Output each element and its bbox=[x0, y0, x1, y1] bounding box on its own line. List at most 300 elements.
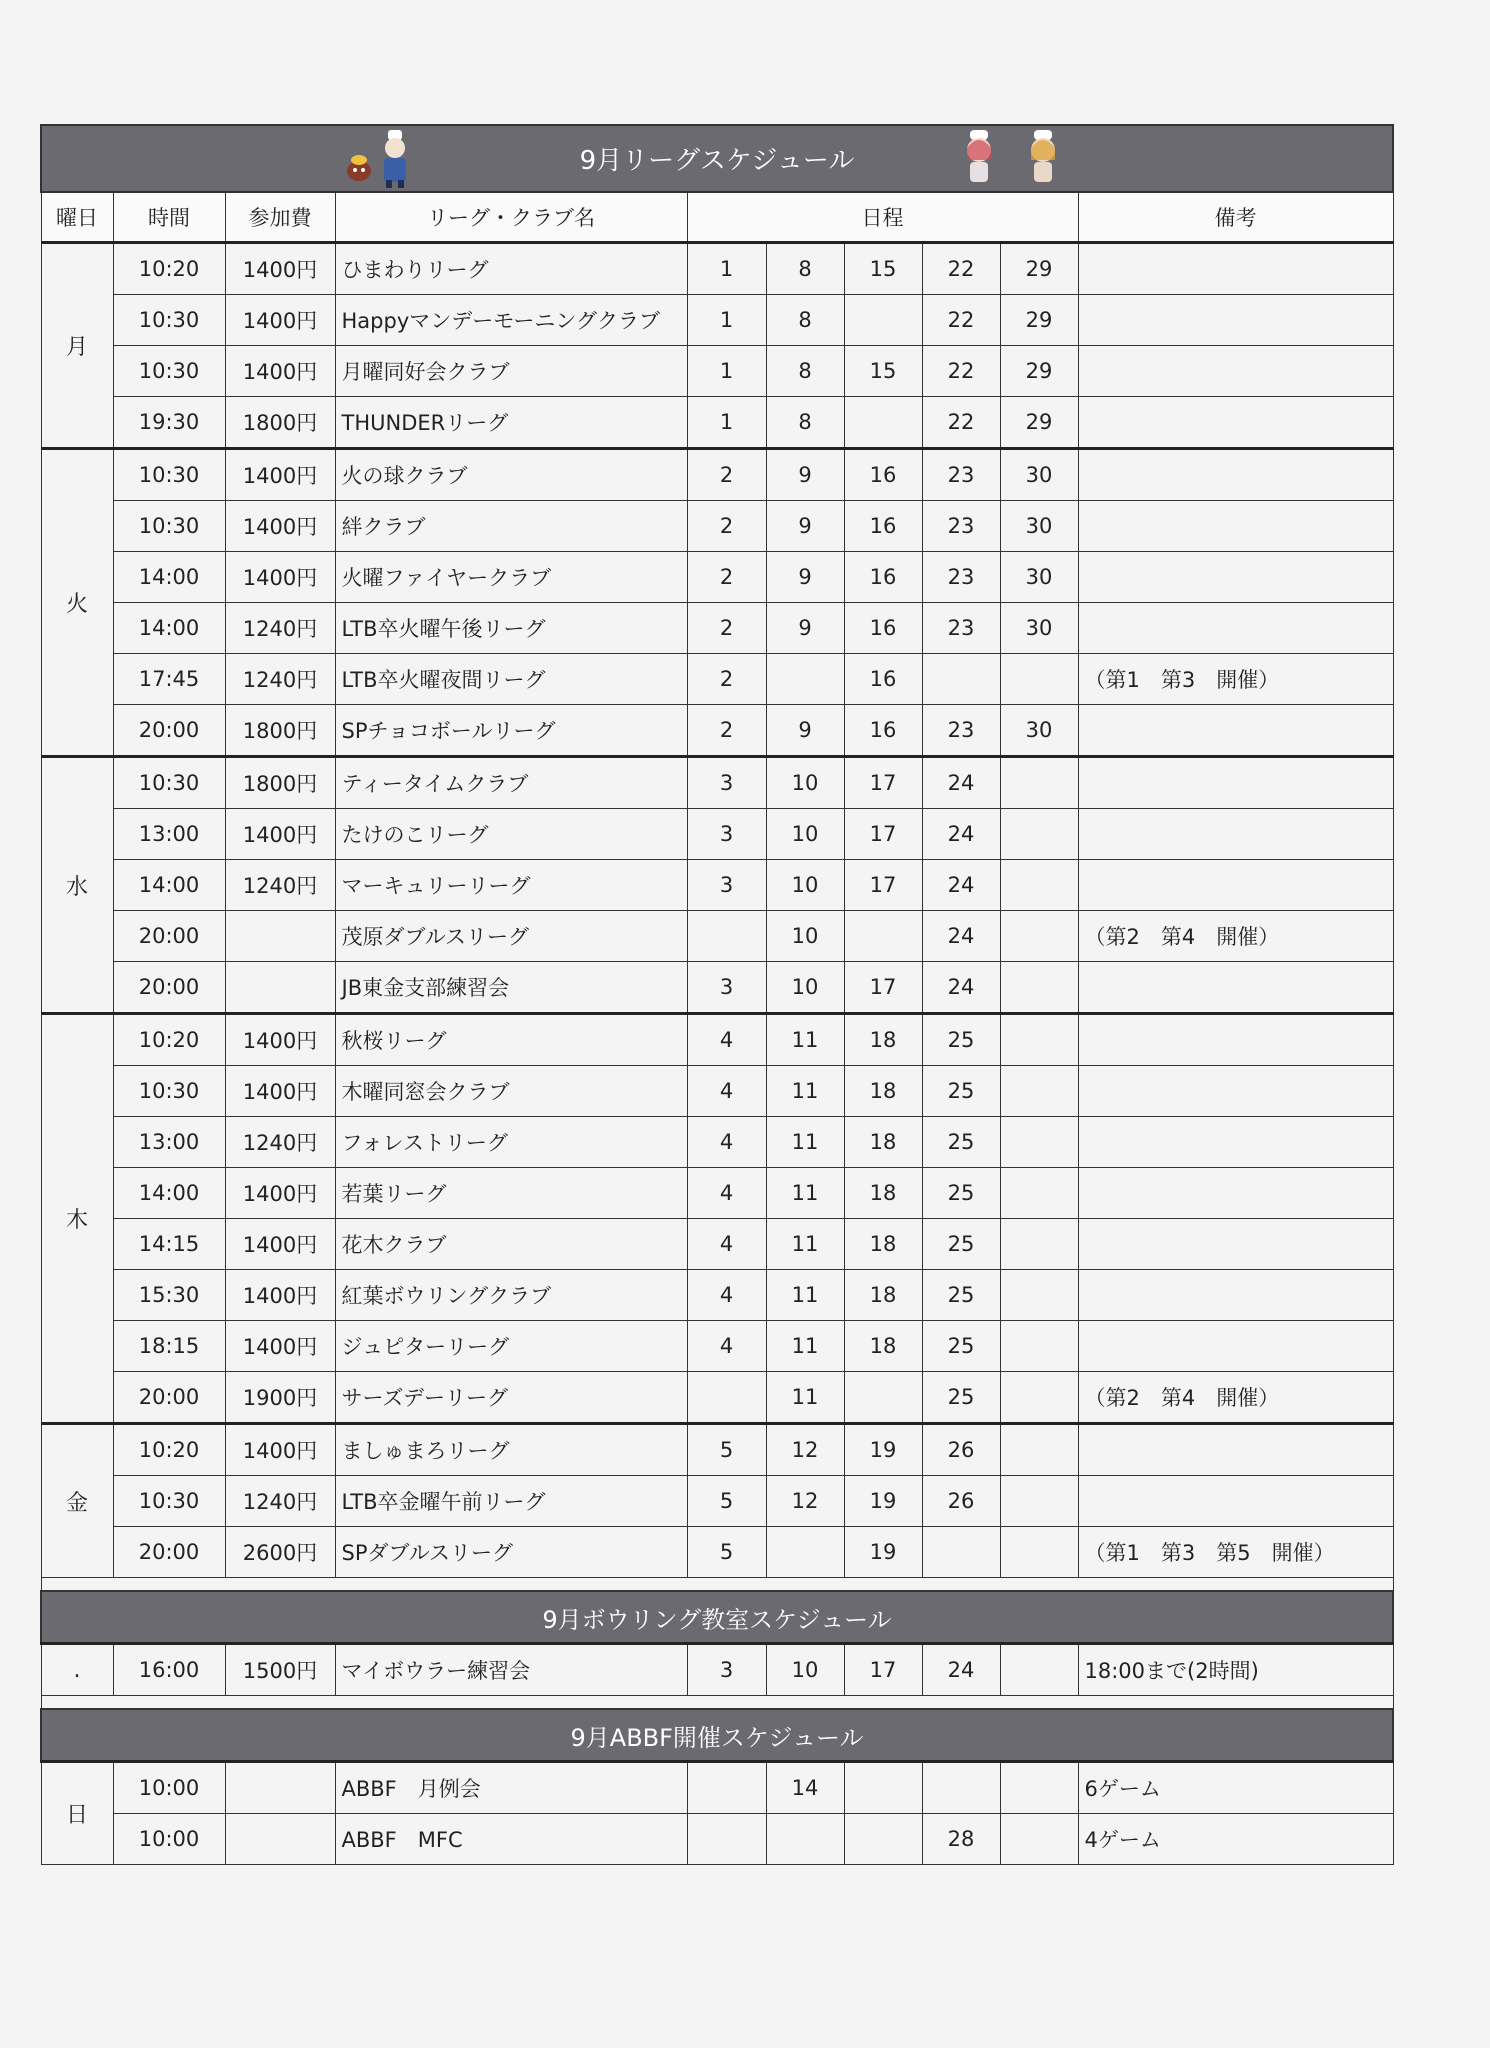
date-cell bbox=[1000, 1762, 1078, 1814]
date-cell: 22 bbox=[922, 243, 1000, 295]
league-name-cell: ましゅまろリーグ bbox=[335, 1424, 687, 1476]
league-name-cell: マーキュリーリーグ bbox=[335, 860, 687, 911]
league-name-cell: LTB卒火曜午後リーグ bbox=[335, 603, 687, 654]
date-cell bbox=[1000, 1117, 1078, 1168]
time-cell: 19:30 bbox=[113, 397, 225, 449]
note-cell: 18:00まで(2時間) bbox=[1078, 1644, 1393, 1696]
table-row bbox=[41, 1321, 1393, 1372]
league-name-cell: LTB卒火曜夜間リーグ bbox=[335, 654, 687, 705]
note-cell bbox=[1078, 1270, 1393, 1321]
date-cell bbox=[687, 1762, 766, 1814]
time-cell: 10:20 bbox=[113, 1014, 225, 1066]
date-cell: 26 bbox=[922, 1476, 1000, 1527]
date-cell bbox=[1000, 1168, 1078, 1219]
date-cell: 11 bbox=[766, 1066, 844, 1117]
date-cell bbox=[844, 911, 922, 962]
league-name-cell: 花木クラブ bbox=[335, 1219, 687, 1270]
date-cell: 9 bbox=[766, 705, 844, 757]
date-cell: 2 bbox=[687, 705, 766, 757]
header-fee: 参加費 bbox=[225, 192, 335, 243]
league-name-cell: JB東金支部練習会 bbox=[335, 962, 687, 1014]
date-cell: 9 bbox=[766, 501, 844, 552]
date-cell: 25 bbox=[922, 1117, 1000, 1168]
fee-cell: 1400円 bbox=[225, 1014, 335, 1066]
date-cell: 11 bbox=[766, 1321, 844, 1372]
mascot-bowler-blue-icon bbox=[378, 130, 412, 188]
league-name-cell: 木曜同窓会クラブ bbox=[335, 1066, 687, 1117]
date-cell: 1 bbox=[687, 397, 766, 449]
date-cell: 24 bbox=[922, 809, 1000, 860]
date-cell: 4 bbox=[687, 1270, 766, 1321]
note-cell bbox=[1078, 1066, 1393, 1117]
date-cell bbox=[1000, 1014, 1078, 1066]
fee-cell: 1400円 bbox=[225, 501, 335, 552]
date-cell bbox=[1000, 1644, 1078, 1696]
table-row bbox=[41, 346, 1393, 397]
time-cell: 13:00 bbox=[113, 1117, 225, 1168]
lesson-title: 9月ボウリング教室スケジュール bbox=[41, 1591, 1393, 1644]
fee-cell: 1400円 bbox=[225, 1424, 335, 1476]
table-row bbox=[41, 1644, 1393, 1696]
league-name-cell: 月曜同好会クラブ bbox=[335, 346, 687, 397]
header-name: リーグ・クラブ名 bbox=[335, 192, 687, 243]
note-cell bbox=[1078, 962, 1393, 1014]
date-cell: 25 bbox=[922, 1219, 1000, 1270]
date-cell bbox=[1000, 1066, 1078, 1117]
date-cell: 10 bbox=[766, 860, 844, 911]
date-cell: 25 bbox=[922, 1270, 1000, 1321]
date-cell bbox=[1000, 962, 1078, 1014]
weekday-cell: 月 bbox=[41, 243, 113, 449]
table-row bbox=[41, 397, 1393, 449]
time-cell: 10:30 bbox=[113, 346, 225, 397]
date-cell: 8 bbox=[766, 346, 844, 397]
note-cell bbox=[1078, 449, 1393, 501]
date-cell: 17 bbox=[844, 1644, 922, 1696]
league-name-cell: LTB卒金曜午前リーグ bbox=[335, 1476, 687, 1527]
date-cell bbox=[1000, 654, 1078, 705]
date-cell: 3 bbox=[687, 1644, 766, 1696]
date-cell: 25 bbox=[922, 1066, 1000, 1117]
date-cell bbox=[1000, 1476, 1078, 1527]
header-schedule: 日程 bbox=[687, 192, 1078, 243]
date-cell: 23 bbox=[922, 603, 1000, 654]
time-cell: 20:00 bbox=[113, 911, 225, 962]
time-cell: 18:15 bbox=[113, 1321, 225, 1372]
date-cell: 16 bbox=[844, 603, 922, 654]
table-row bbox=[41, 705, 1393, 757]
fee-cell: 1400円 bbox=[225, 809, 335, 860]
date-cell: 1 bbox=[687, 346, 766, 397]
league-name-cell: ABBF 月例会 bbox=[335, 1762, 687, 1814]
date-cell: 2 bbox=[687, 603, 766, 654]
date-cell: 29 bbox=[1000, 243, 1078, 295]
note-cell: （第1 第3 第5 開催） bbox=[1078, 1527, 1393, 1578]
time-cell: 14:15 bbox=[113, 1219, 225, 1270]
date-cell: 8 bbox=[766, 243, 844, 295]
date-cell bbox=[766, 654, 844, 705]
note-cell bbox=[1078, 346, 1393, 397]
mascot-girl-pink-icon bbox=[962, 130, 996, 188]
date-cell: 16 bbox=[844, 654, 922, 705]
table-row bbox=[41, 603, 1393, 654]
date-cell bbox=[1000, 757, 1078, 809]
date-cell: 23 bbox=[922, 552, 1000, 603]
date-cell bbox=[844, 1762, 922, 1814]
date-cell: 24 bbox=[922, 911, 1000, 962]
date-cell: 8 bbox=[766, 397, 844, 449]
date-cell: 18 bbox=[844, 1321, 922, 1372]
date-cell: 10 bbox=[766, 911, 844, 962]
date-cell: 18 bbox=[844, 1066, 922, 1117]
time-cell: 20:00 bbox=[113, 962, 225, 1014]
date-cell: 9 bbox=[766, 449, 844, 501]
league-name-cell: ひまわりリーグ bbox=[335, 243, 687, 295]
fee-cell: 1240円 bbox=[225, 1117, 335, 1168]
note-cell bbox=[1078, 501, 1393, 552]
league-name-cell: 火曜ファイヤークラブ bbox=[335, 552, 687, 603]
note-cell bbox=[1078, 860, 1393, 911]
date-cell: 30 bbox=[1000, 603, 1078, 654]
date-cell bbox=[1000, 860, 1078, 911]
fee-cell: 1400円 bbox=[225, 1219, 335, 1270]
time-cell: 10:30 bbox=[113, 1476, 225, 1527]
date-cell: 25 bbox=[922, 1372, 1000, 1424]
date-cell bbox=[1000, 809, 1078, 860]
spacer-cell bbox=[41, 1578, 1393, 1592]
date-cell: 3 bbox=[687, 962, 766, 1014]
league-name-cell: SPチョコボールリーグ bbox=[335, 705, 687, 757]
note-cell bbox=[1078, 295, 1393, 346]
date-cell: 19 bbox=[844, 1424, 922, 1476]
date-cell: 11 bbox=[766, 1014, 844, 1066]
time-cell: 20:00 bbox=[113, 1372, 225, 1424]
note-cell: 4ゲーム bbox=[1078, 1814, 1393, 1865]
table-row bbox=[41, 1372, 1393, 1424]
table-row bbox=[41, 1117, 1393, 1168]
date-cell: 28 bbox=[922, 1814, 1000, 1865]
weekday-cell: . bbox=[41, 1644, 113, 1696]
note-cell: （第1 第3 開催） bbox=[1078, 654, 1393, 705]
date-cell: 3 bbox=[687, 809, 766, 860]
date-cell: 23 bbox=[922, 449, 1000, 501]
date-cell: 19 bbox=[844, 1476, 922, 1527]
schedule-sheet bbox=[40, 124, 1392, 1865]
time-cell: 10:30 bbox=[113, 295, 225, 346]
time-cell: 10:00 bbox=[113, 1762, 225, 1814]
page-title: 9月リーグスケジュール bbox=[579, 146, 855, 176]
abbf-title: 9月ABBF開催スケジュール bbox=[41, 1709, 1393, 1762]
date-cell: 8 bbox=[766, 295, 844, 346]
schedule-table bbox=[40, 124, 1394, 1865]
date-cell: 9 bbox=[766, 603, 844, 654]
fee-cell: 1400円 bbox=[225, 295, 335, 346]
league-name-cell: 秋桜リーグ bbox=[335, 1014, 687, 1066]
time-cell: 20:00 bbox=[113, 1527, 225, 1578]
fee-cell: 1400円 bbox=[225, 1168, 335, 1219]
time-cell: 16:00 bbox=[113, 1644, 225, 1696]
fee-cell: 1500円 bbox=[225, 1644, 335, 1696]
note-cell bbox=[1078, 1219, 1393, 1270]
fee-cell: 1800円 bbox=[225, 757, 335, 809]
date-cell: 16 bbox=[844, 449, 922, 501]
date-cell: 3 bbox=[687, 757, 766, 809]
date-cell: 4 bbox=[687, 1117, 766, 1168]
lesson-body bbox=[41, 1578, 1393, 1696]
fee-cell: 1400円 bbox=[225, 1321, 335, 1372]
time-cell: 15:30 bbox=[113, 1270, 225, 1321]
header-weekday: 曜日 bbox=[41, 192, 113, 243]
spacer-cell bbox=[41, 1696, 1393, 1710]
date-cell: 30 bbox=[1000, 501, 1078, 552]
date-cell: 24 bbox=[922, 962, 1000, 1014]
note-cell: （第2 第4 開催） bbox=[1078, 911, 1393, 962]
time-cell: 20:00 bbox=[113, 705, 225, 757]
table-row bbox=[41, 1476, 1393, 1527]
title-banner bbox=[41, 125, 1393, 192]
date-cell bbox=[766, 1527, 844, 1578]
date-cell: 24 bbox=[922, 757, 1000, 809]
league-name-cell: Happyマンデーモーニングクラブ bbox=[335, 295, 687, 346]
league-name-cell: 若葉リーグ bbox=[335, 1168, 687, 1219]
fee-cell: 1400円 bbox=[225, 346, 335, 397]
date-cell: 11 bbox=[766, 1270, 844, 1321]
fee-cell: 1240円 bbox=[225, 603, 335, 654]
date-cell: 17 bbox=[844, 757, 922, 809]
date-cell bbox=[922, 1762, 1000, 1814]
date-cell bbox=[687, 911, 766, 962]
date-cell bbox=[1000, 1219, 1078, 1270]
table-row bbox=[41, 1527, 1393, 1578]
fee-cell: 1800円 bbox=[225, 397, 335, 449]
league-name-cell: 火の球クラブ bbox=[335, 449, 687, 501]
league-name-cell: マイボウラー練習会 bbox=[335, 1644, 687, 1696]
league-name-cell: たけのこリーグ bbox=[335, 809, 687, 860]
fee-cell: 1400円 bbox=[225, 449, 335, 501]
date-cell: 5 bbox=[687, 1476, 766, 1527]
table-row bbox=[41, 1270, 1393, 1321]
table-row bbox=[41, 1168, 1393, 1219]
date-cell bbox=[766, 1814, 844, 1865]
weekday-cell: 木 bbox=[41, 1014, 113, 1424]
league-name-cell: 茂原ダブルスリーグ bbox=[335, 911, 687, 962]
date-cell: 18 bbox=[844, 1014, 922, 1066]
table-row bbox=[41, 1762, 1393, 1814]
date-cell: 16 bbox=[844, 501, 922, 552]
date-cell: 18 bbox=[844, 1270, 922, 1321]
note-cell bbox=[1078, 1321, 1393, 1372]
time-cell: 14:00 bbox=[113, 552, 225, 603]
date-cell: 19 bbox=[844, 1527, 922, 1578]
table-row bbox=[41, 1014, 1393, 1066]
date-cell: 4 bbox=[687, 1219, 766, 1270]
date-cell: 25 bbox=[922, 1014, 1000, 1066]
fee-cell: 1240円 bbox=[225, 1476, 335, 1527]
date-cell: 15 bbox=[844, 346, 922, 397]
time-cell: 10:20 bbox=[113, 243, 225, 295]
date-cell bbox=[844, 1814, 922, 1865]
league-name-cell: 紅葉ボウリングクラブ bbox=[335, 1270, 687, 1321]
note-cell bbox=[1078, 1424, 1393, 1476]
mascot-ball-icon bbox=[344, 154, 374, 182]
date-cell bbox=[1000, 1270, 1078, 1321]
time-cell: 17:45 bbox=[113, 654, 225, 705]
date-cell: 10 bbox=[766, 962, 844, 1014]
league-body bbox=[41, 243, 1393, 1578]
header-time: 時間 bbox=[113, 192, 225, 243]
spacer-row bbox=[41, 1696, 1393, 1710]
time-cell: 10:20 bbox=[113, 1424, 225, 1476]
weekday-cell: 火 bbox=[41, 449, 113, 757]
date-cell: 5 bbox=[687, 1424, 766, 1476]
table-row bbox=[41, 243, 1393, 295]
table-row bbox=[41, 552, 1393, 603]
note-cell bbox=[1078, 243, 1393, 295]
note-cell bbox=[1078, 1014, 1393, 1066]
league-name-cell: SPダブルスリーグ bbox=[335, 1527, 687, 1578]
fee-cell: 1400円 bbox=[225, 243, 335, 295]
spacer-row bbox=[41, 1578, 1393, 1592]
date-cell: 17 bbox=[844, 809, 922, 860]
date-cell bbox=[922, 654, 1000, 705]
date-cell: 4 bbox=[687, 1168, 766, 1219]
note-cell bbox=[1078, 1168, 1393, 1219]
date-cell bbox=[1000, 1372, 1078, 1424]
date-cell bbox=[1000, 1321, 1078, 1372]
date-cell: 16 bbox=[844, 552, 922, 603]
date-cell: 25 bbox=[922, 1168, 1000, 1219]
date-cell: 11 bbox=[766, 1117, 844, 1168]
time-cell: 14:00 bbox=[113, 860, 225, 911]
fee-cell: 1240円 bbox=[225, 654, 335, 705]
league-name-cell: 絆クラブ bbox=[335, 501, 687, 552]
table-row bbox=[41, 449, 1393, 501]
date-cell: 15 bbox=[844, 243, 922, 295]
league-name-cell: ティータイムクラブ bbox=[335, 757, 687, 809]
date-cell: 1 bbox=[687, 295, 766, 346]
time-cell: 10:00 bbox=[113, 1814, 225, 1865]
abbf-banner-row bbox=[41, 1709, 1393, 1762]
date-cell: 24 bbox=[922, 860, 1000, 911]
time-cell: 14:00 bbox=[113, 603, 225, 654]
date-cell: 3 bbox=[687, 860, 766, 911]
date-cell bbox=[844, 397, 922, 449]
date-cell: 4 bbox=[687, 1321, 766, 1372]
date-cell bbox=[922, 1527, 1000, 1578]
date-cell: 4 bbox=[687, 1066, 766, 1117]
fee-cell: 1400円 bbox=[225, 1270, 335, 1321]
league-name-cell: ジュピターリーグ bbox=[335, 1321, 687, 1372]
header-row bbox=[41, 192, 1393, 243]
date-cell: 11 bbox=[766, 1372, 844, 1424]
date-cell bbox=[844, 295, 922, 346]
fee-cell bbox=[225, 962, 335, 1014]
weekday-cell: 金 bbox=[41, 1424, 113, 1578]
time-cell: 10:30 bbox=[113, 1066, 225, 1117]
fee-cell: 1800円 bbox=[225, 705, 335, 757]
date-cell: 22 bbox=[922, 295, 1000, 346]
date-cell bbox=[1000, 1814, 1078, 1865]
lesson-banner-row bbox=[41, 1591, 1393, 1644]
header-note: 備考 bbox=[1078, 192, 1393, 243]
date-cell bbox=[687, 1372, 766, 1424]
table-row bbox=[41, 295, 1393, 346]
date-cell: 30 bbox=[1000, 552, 1078, 603]
note-cell bbox=[1078, 757, 1393, 809]
date-cell: 14 bbox=[766, 1762, 844, 1814]
date-cell: 30 bbox=[1000, 705, 1078, 757]
date-cell: 25 bbox=[922, 1321, 1000, 1372]
fee-cell bbox=[225, 911, 335, 962]
date-cell: 1 bbox=[687, 243, 766, 295]
date-cell: 2 bbox=[687, 449, 766, 501]
date-cell: 17 bbox=[844, 962, 922, 1014]
table-row bbox=[41, 1814, 1393, 1865]
date-cell: 10 bbox=[766, 809, 844, 860]
fee-cell: 1240円 bbox=[225, 860, 335, 911]
date-cell: 18 bbox=[844, 1219, 922, 1270]
time-cell: 14:00 bbox=[113, 1168, 225, 1219]
league-name-cell: フォレストリーグ bbox=[335, 1117, 687, 1168]
mascot-girl-yellow-icon bbox=[1026, 130, 1060, 188]
date-cell: 26 bbox=[922, 1424, 1000, 1476]
table-row bbox=[41, 1424, 1393, 1476]
time-cell: 13:00 bbox=[113, 809, 225, 860]
date-cell: 22 bbox=[922, 397, 1000, 449]
fee-cell bbox=[225, 1814, 335, 1865]
table-row bbox=[41, 757, 1393, 809]
fee-cell: 1400円 bbox=[225, 1066, 335, 1117]
note-cell bbox=[1078, 603, 1393, 654]
date-cell: 30 bbox=[1000, 449, 1078, 501]
date-cell: 18 bbox=[844, 1168, 922, 1219]
date-cell: 29 bbox=[1000, 346, 1078, 397]
note-cell bbox=[1078, 1476, 1393, 1527]
date-cell bbox=[844, 1372, 922, 1424]
note-cell: （第2 第4 開催） bbox=[1078, 1372, 1393, 1424]
date-cell: 2 bbox=[687, 654, 766, 705]
fee-cell: 2600円 bbox=[225, 1527, 335, 1578]
table-row bbox=[41, 860, 1393, 911]
time-cell: 10:30 bbox=[113, 449, 225, 501]
time-cell: 10:30 bbox=[113, 501, 225, 552]
table-row bbox=[41, 1219, 1393, 1270]
date-cell: 16 bbox=[844, 705, 922, 757]
table-row bbox=[41, 809, 1393, 860]
date-cell: 22 bbox=[922, 346, 1000, 397]
note-cell bbox=[1078, 552, 1393, 603]
date-cell: 11 bbox=[766, 1219, 844, 1270]
fee-cell bbox=[225, 1762, 335, 1814]
time-cell: 10:30 bbox=[113, 757, 225, 809]
note-cell bbox=[1078, 1117, 1393, 1168]
league-name-cell: ABBF MFC bbox=[335, 1814, 687, 1865]
date-cell: 12 bbox=[766, 1424, 844, 1476]
date-cell bbox=[1000, 911, 1078, 962]
date-cell: 2 bbox=[687, 501, 766, 552]
abbf-body bbox=[41, 1696, 1393, 1865]
table-row bbox=[41, 501, 1393, 552]
date-cell: 10 bbox=[766, 757, 844, 809]
table-row bbox=[41, 962, 1393, 1014]
note-cell bbox=[1078, 809, 1393, 860]
table-row bbox=[41, 654, 1393, 705]
weekday-cell: 日 bbox=[41, 1762, 113, 1865]
date-cell: 5 bbox=[687, 1527, 766, 1578]
league-name-cell: サーズデーリーグ bbox=[335, 1372, 687, 1424]
date-cell: 12 bbox=[766, 1476, 844, 1527]
date-cell: 10 bbox=[766, 1644, 844, 1696]
